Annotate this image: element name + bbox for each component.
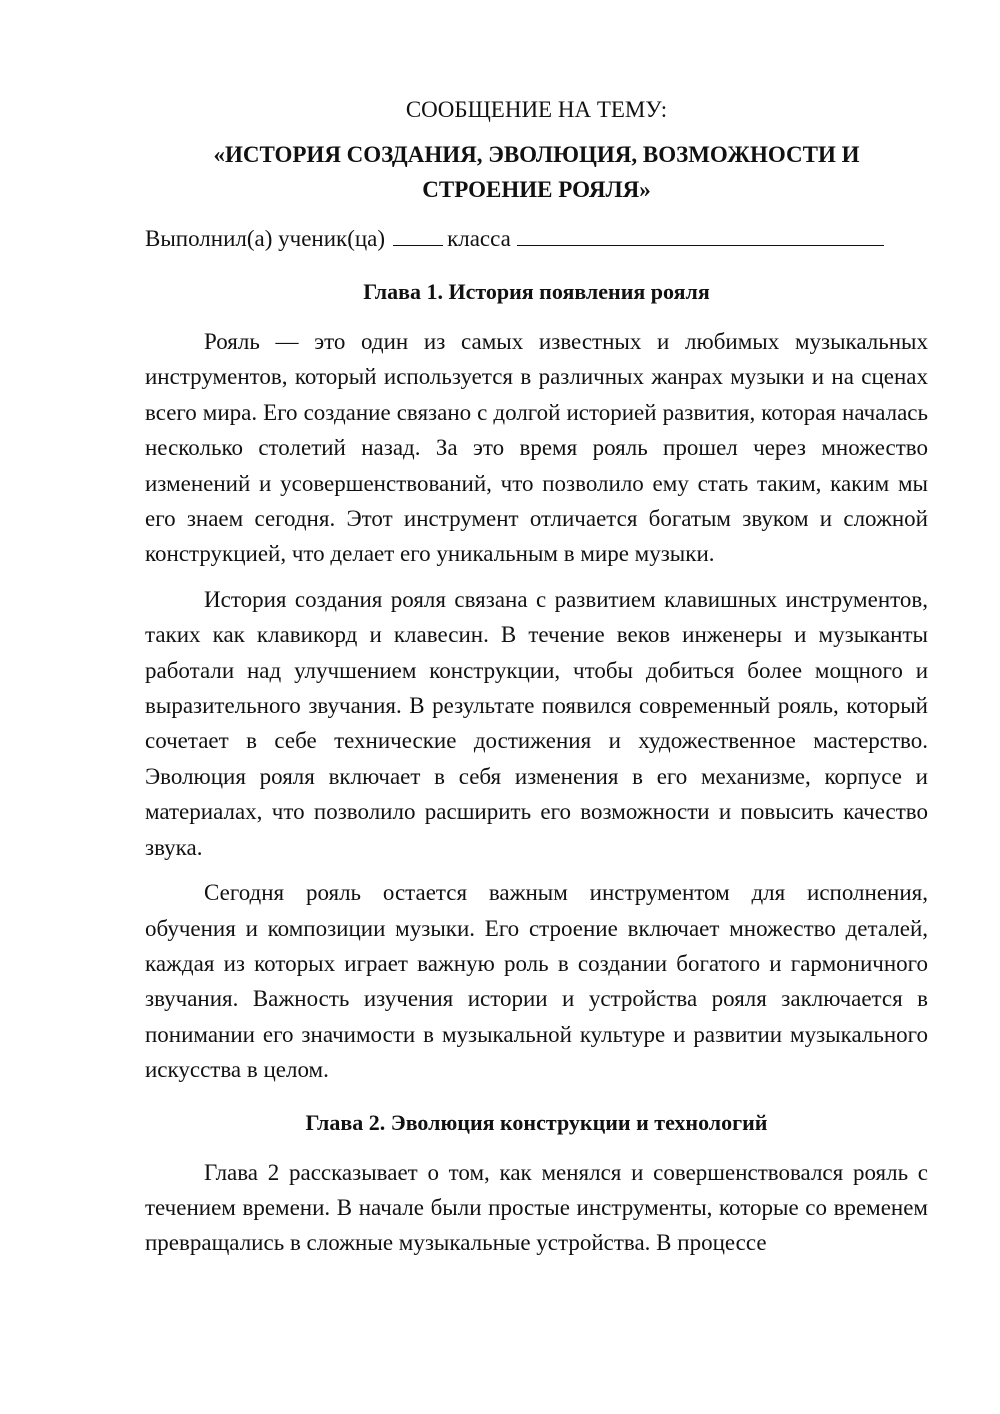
author-line xyxy=(145,221,928,256)
author-prefix: Выполнил(а) ученик(ца) xyxy=(145,226,386,251)
chapter-2-title: Глава 2. Эволюция конструкции и технологий xyxy=(305,1109,768,1135)
grade-blank-field[interactable] xyxy=(393,223,443,246)
chapter-1-paragraph-1: Рояль — это один из самых известных и любимых музыкальных инструментов, который используется в различных жанрах музыки и на сценах всего мира. Его создание связано с долгой историей развития, которая началась несколько столетий назад. За это время рояль прошел через множество изменений и усовершенствований, что позволило ему стать таким, каким мы его знаем сегодня. Этот инструмент отличается богатым звуком и сложной конструкцией, что делает его уникальным в мире музыки. xyxy=(145,329,928,567)
chapter-2-paragraph-1: Глава 2 рассказывает о том, как менялся и совершенствовался рояль с течением времени. В начале были простые инструменты, которые со временем превращались в сложные музыкальные устройства. В процессе xyxy=(145,1159,928,1256)
chapter-1-paragraph-3: Сегодня рояль остается важным инструментом для исполнения, обучения и композиции музыки. Его строение включает множество деталей, каждая из которых играет важную роль в создании богатого и гармоничного звучания. Важность изучения истории и устройства рояля заключается в понимании его значимости в музыкальной культуре и развитии музыкального искусства в целом. xyxy=(145,880,928,1083)
document-title-line-1: «ИСТОРИЯ СОЗДАНИЯ, ЭВОЛЮЦИЯ, ВОЗМОЖНОСТИ И xyxy=(213,142,860,167)
document-intro: СООБЩЕНИЕ НА ТЕМУ: xyxy=(405,97,668,122)
document-content xyxy=(145,92,928,1271)
name-blank-field[interactable] xyxy=(517,223,884,246)
chapter-1-paragraph-2: История создания рояля связана с развитием клавишных инструментов, таких как клавикорд и клавесин. В течение веков инженеры и музыканты работали над улучшением конструкции, чтобы добиться более мощного и выразительного звучания. В результате появился современный рояль, который сочетает в себе технические достижения и художественное мастерство. Эволюция рояля включает в себя изменения в его механизме, корпусе и материалах, что позволило расширить его возможности и повысить качество звука. xyxy=(145,586,928,860)
document-title-line-2: СТРОЕНИЕ РОЯЛЯ» xyxy=(422,177,651,202)
class-label: класса xyxy=(447,226,511,251)
chapter-1-title: Глава 1. История появления рояля xyxy=(363,279,710,304)
